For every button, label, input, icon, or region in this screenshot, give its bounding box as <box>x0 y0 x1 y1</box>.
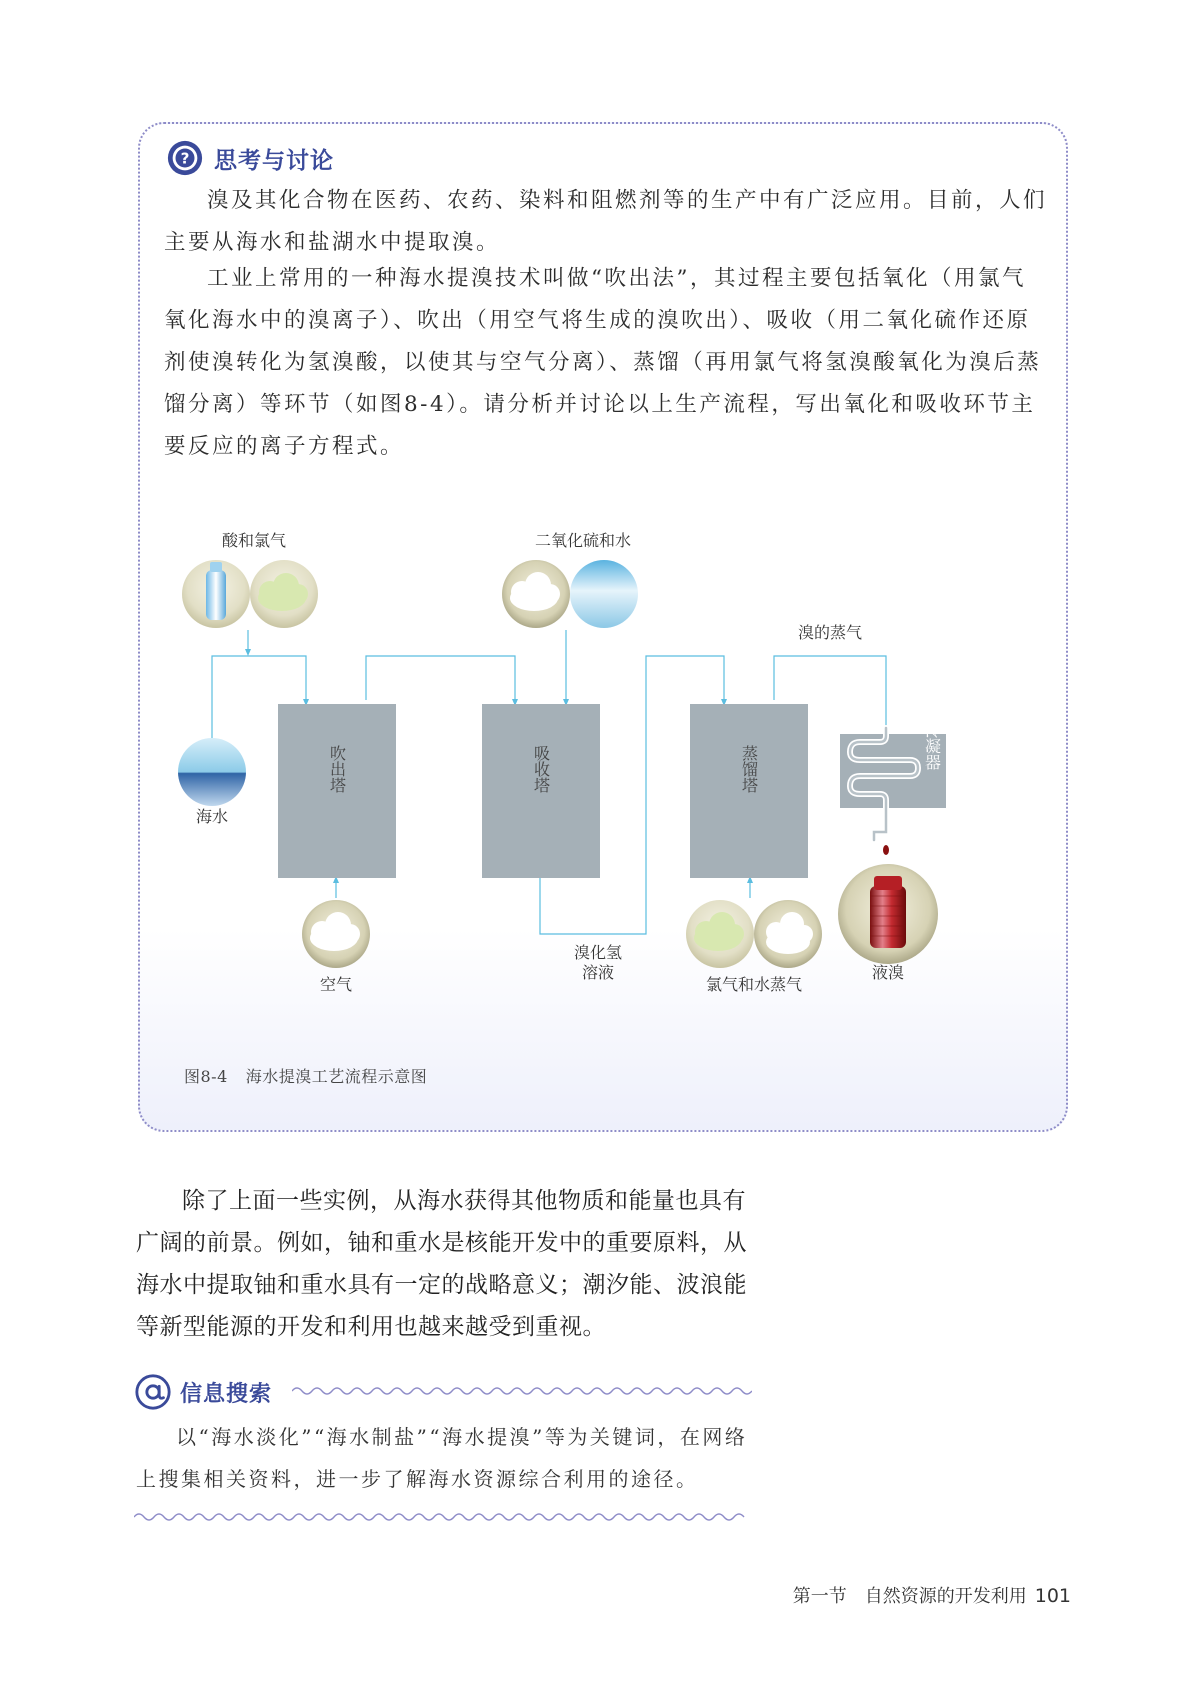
water-icon <box>570 560 638 628</box>
at-sign-icon <box>134 1373 172 1411</box>
wave-divider-bottom <box>134 1510 752 1524</box>
label-absorption-tower: 吸收塔 <box>531 745 551 793</box>
steam-cloud-icon <box>754 900 822 968</box>
chlorine-cloud-icon <box>250 560 318 628</box>
info-search-header <box>134 1372 272 1412</box>
label-condenser: 冷凝器 <box>922 722 942 770</box>
figure-caption <box>184 1064 427 1087</box>
liquid-bromine-bottle-icon <box>838 864 938 964</box>
air-cloud-icon <box>302 900 370 968</box>
label-hbr-solution-line2: 溶液 <box>581 963 615 982</box>
label-distillation-tower: 蒸馏塔 <box>739 745 759 793</box>
label-hbr-solution-line1: 溴化氢 <box>573 943 623 962</box>
figure-caption-text: 海水提溴工艺流程示意图 <box>245 1067 428 1086</box>
page-footer <box>793 1582 1071 1608</box>
label-acid-chlorine: 酸和氯气 <box>221 531 287 550</box>
page-number: 101 <box>1034 1585 1071 1607</box>
label-so2-water: 二氧化硫和水 <box>534 531 632 550</box>
wave-divider-top <box>292 1384 752 1398</box>
info-search-text: 以“海水淡化”“海水制盐”“海水提溴”等为关键词，在网络上搜集相关资料，进一步了解海水资源综合利用的途径。 <box>136 1425 748 1491</box>
info-search-title: 信息搜索 <box>180 1381 273 1407</box>
bromine-extraction-flow-diagram <box>158 514 1018 1039</box>
figure-number: 图8-4 <box>184 1067 228 1086</box>
discussion-paragraph-1: 溴及其化合物在医药、农药、染料和阻燃剂等的生产中有广泛应用。目前，人们主要从海水和盐湖水中提取溴。 <box>164 188 1048 255</box>
discussion-paragraph-2: 工业上常用的一种海水提溴技术叫做“吹出法”，其过程主要包括氧化（用氯气氧化海水中的溴离子）、吹出（用空气将生成的溴吹出）、吸收（用二氧化硫作还原剂使溴转化为氢溴酸，以使其与空气分离）、蒸馏（再用氯气将氢溴酸氧化为溴后蒸馏分离）等环节（如图8-4）。请分析并讨论以上生产流程，写出氧化和吸收环节主要反应的离子方程式。 <box>164 266 1042 459</box>
bromine-droplet <box>883 845 889 855</box>
acid-bottle-icon <box>182 560 250 628</box>
main-paragraph: 除了上面一些实例，从海水获得其他物质和能量也具有广阔的前景。例如，铀和重水是核能开发中的重要原料，从海水中提取铀和重水具有一定的战略意义；潮汐能、波浪能等新型能源的开发和利用也越来越受到重视。 <box>136 1188 747 1340</box>
label-air: 空气 <box>319 975 353 994</box>
chlorine-gas-icon <box>686 900 754 968</box>
discussion-box <box>138 122 1068 1132</box>
seawater-icon <box>178 738 246 806</box>
question-discussion-icon <box>166 139 204 177</box>
discussion-header <box>166 136 334 180</box>
so2-cloud-icon <box>502 560 570 628</box>
label-seawater: 海水 <box>195 807 229 826</box>
svg-text:?: ? <box>180 149 190 168</box>
footer-section: 第一节 <box>792 1586 847 1607</box>
label-blowout-tower: 吹出塔 <box>327 745 347 793</box>
label-liquid-bromine: 液溴 <box>871 963 905 982</box>
label-chlorine-steam: 氯气和水蒸气 <box>705 975 803 994</box>
footer-chapter-title: 自然资源的开发利用 <box>864 1586 1027 1607</box>
discussion-title: 思考与讨论 <box>214 147 334 174</box>
label-bromine-vapor: 溴的蒸气 <box>797 623 863 642</box>
